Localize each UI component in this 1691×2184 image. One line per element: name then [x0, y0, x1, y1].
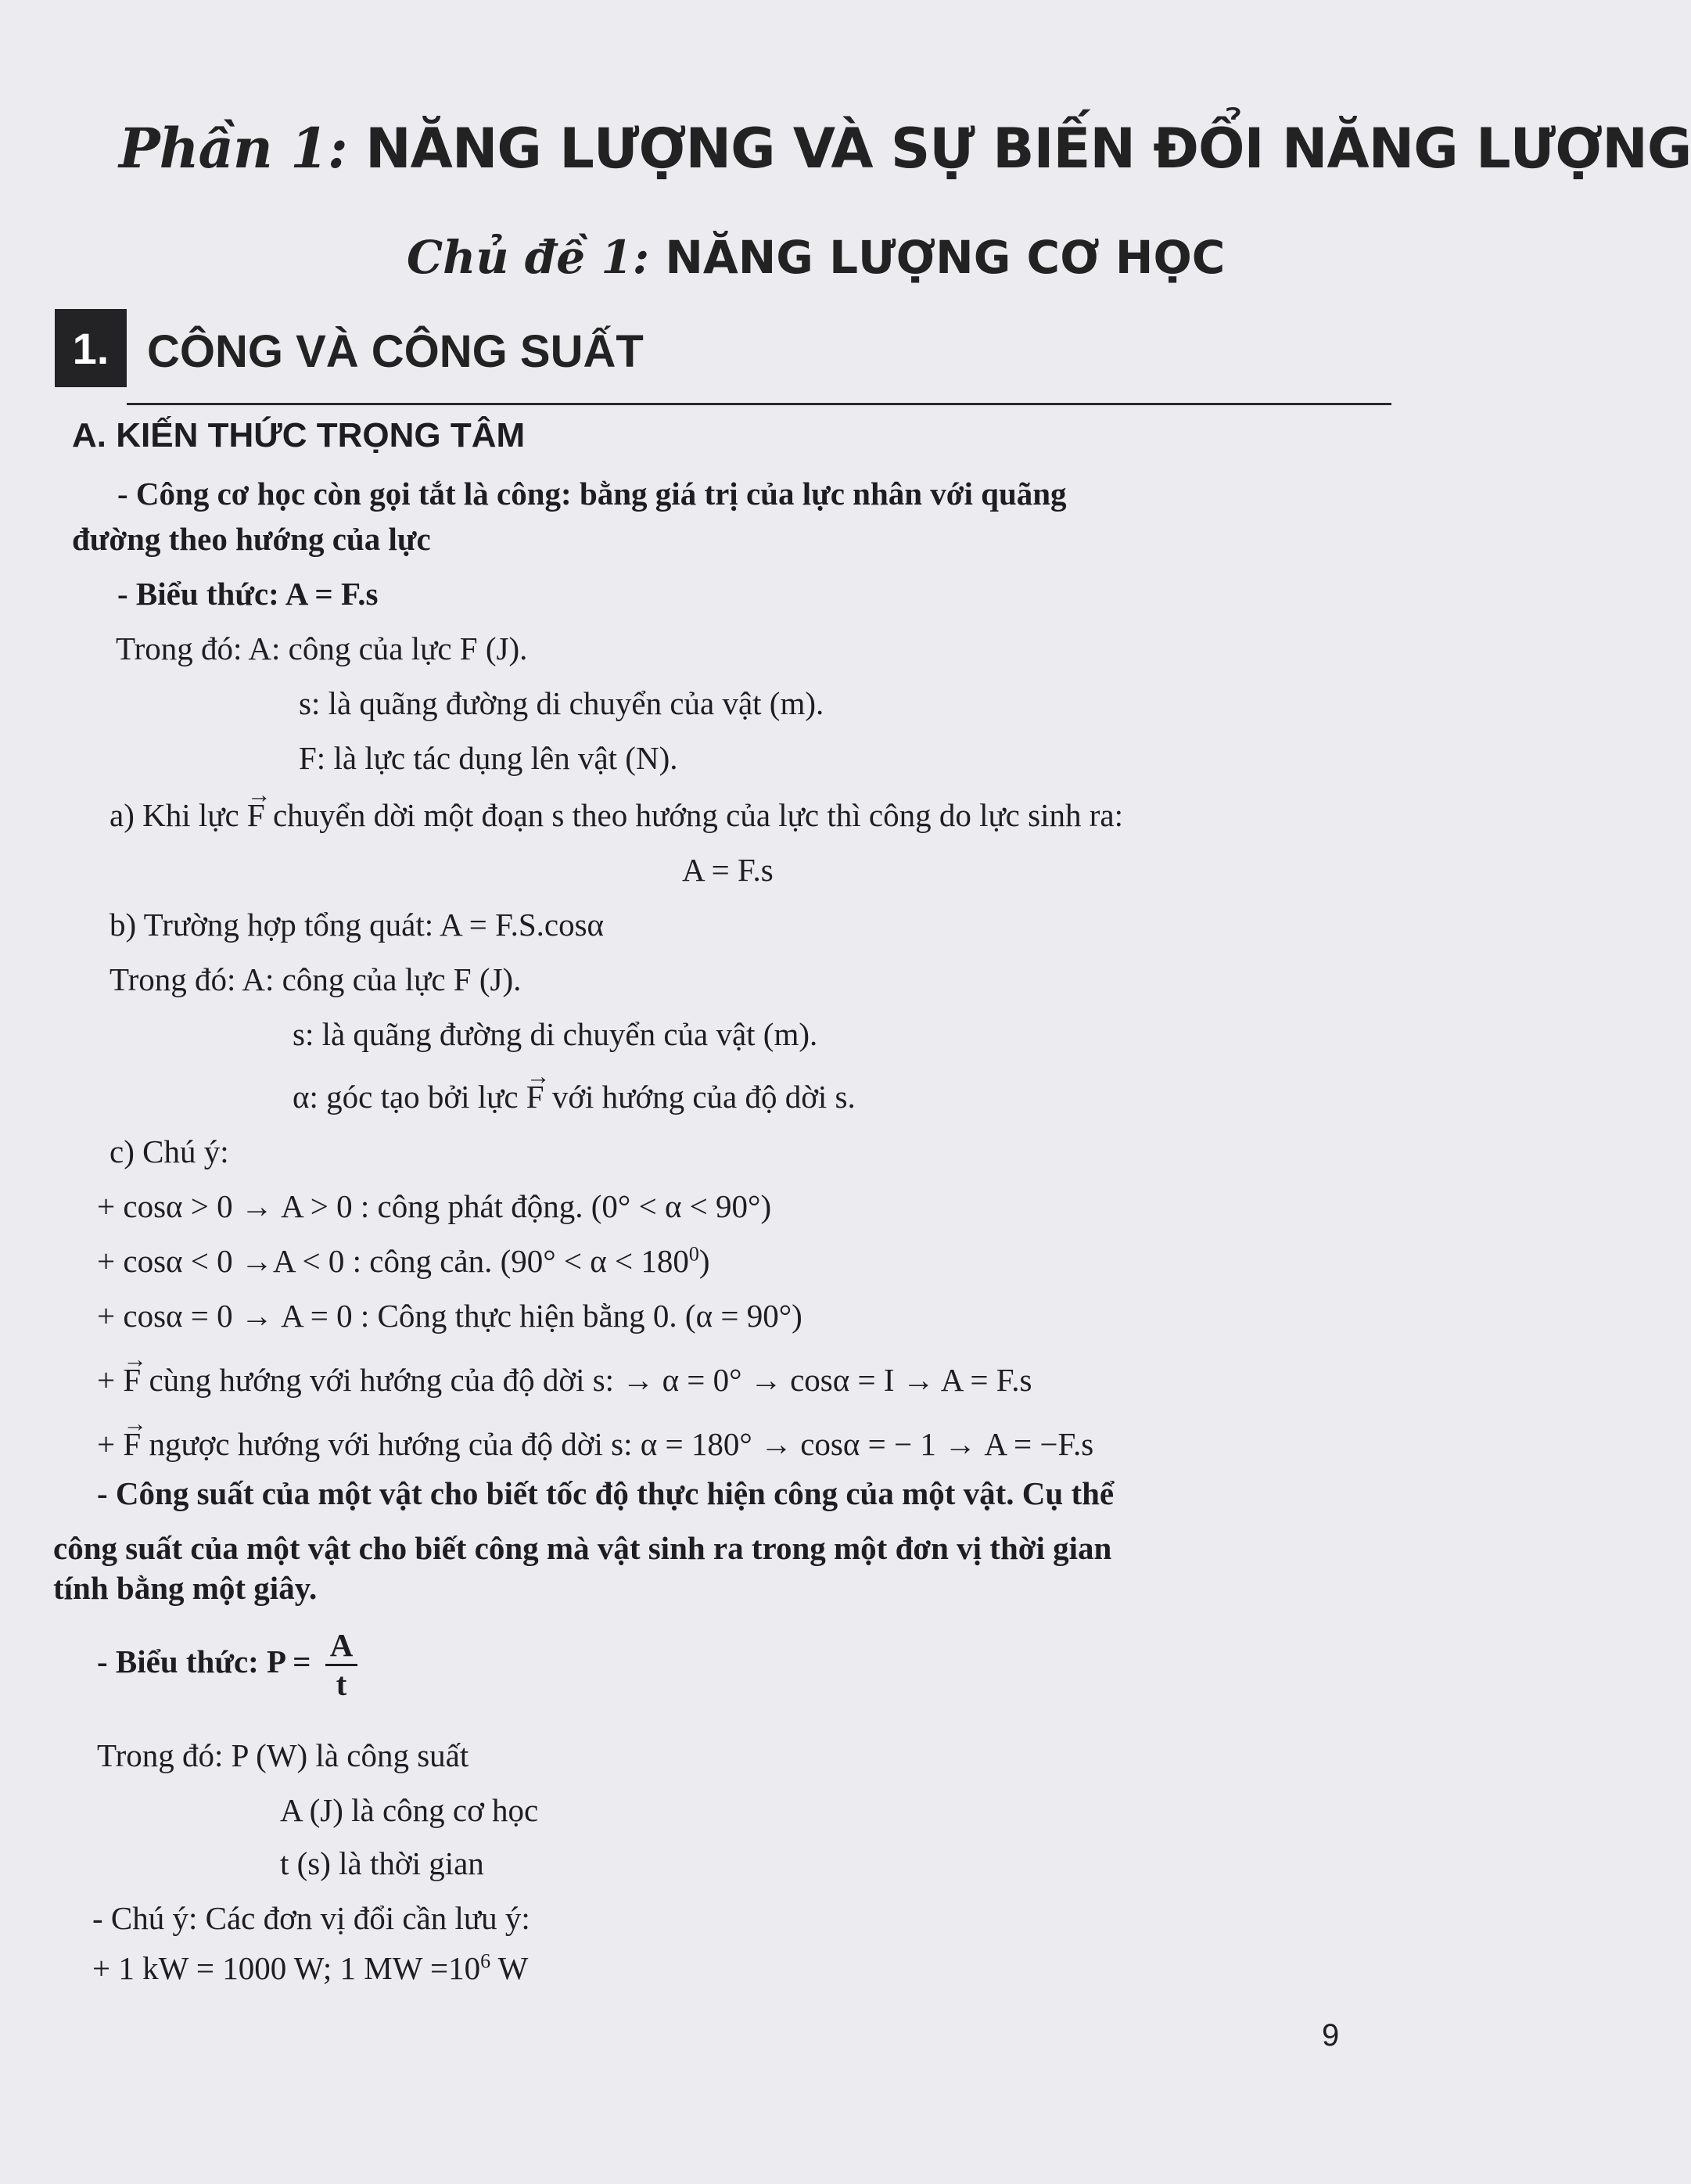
topic-title: NĂNG LƯỢNG CƠ HỌC [665, 231, 1226, 284]
line-case-b: b) Trường hợp tổng quát: A = F.S.cosα [110, 907, 605, 943]
subsection-heading: A. KIẾN THỨC TRỌNG TÂM [72, 416, 526, 454]
line-where-alpha [293, 1078, 856, 1115]
line-same-direction [97, 1361, 1032, 1399]
alpha-start: α: góc tạo bởi lực [293, 1079, 519, 1115]
force-vector-symbol: → F [526, 1078, 544, 1115]
part-title: NĂNG LƯỢNG VÀ SỰ BIẾN ĐỔI NĂNG LƯỢNG [365, 117, 1691, 181]
line-formula-simple: A = F.s [682, 852, 774, 888]
topic-heading [407, 231, 1225, 284]
line-case-a [110, 796, 1123, 834]
line-formula-power [97, 1627, 357, 1703]
line-note-c: c) Chú ý: [110, 1133, 229, 1169]
part-heading [119, 116, 1691, 181]
line-units-note: - Chú ý: Các đơn vị đổi cần lưu ý: [92, 1900, 530, 1936]
part-prefix: Phần 1: [119, 116, 347, 181]
line-where-t: t (s) là thời gian [280, 1845, 484, 1881]
power-formula-label: - Biểu thức: P = [97, 1643, 311, 1680]
line-cos-zero: + cosα = 0 → A = 0 : Công thực hiện bằng 0. (α = 90°) [97, 1298, 802, 1334]
line-opposite-direction [97, 1425, 1093, 1463]
line-definition-1: - Công cơ học còn gọi tắt là công: bằng giá trị của lực nhân với quãng [117, 476, 1067, 512]
case-a-end: chuyển dời một đoạn s theo hướng của lực thì công do lực sinh ra: [272, 797, 1123, 833]
cos-negative-text: + cosα < 0 →A < 0 : công cản. (90° < α < 180 [97, 1243, 689, 1279]
section-title: CÔNG VÀ CÔNG SUẤT [147, 326, 644, 377]
line-where-a: Trong đó: A: công của lực F (J). [116, 630, 528, 666]
degree-superscript: 0 [688, 1242, 699, 1266]
line-where-s-2: s: là quãng đường di chuyển của vật (m). [293, 1016, 818, 1052]
exponent-superscript: 6 [480, 1949, 491, 1973]
force-vector-symbol: → F [123, 1361, 141, 1399]
page-number: 9 [1322, 2018, 1340, 2053]
line-units-conversion [92, 1949, 528, 1987]
line-formula-work: - Biểu thức: A = F.s [117, 576, 379, 612]
line-where-p: Trong đó: P (W) là công suất [97, 1737, 469, 1773]
same-text: cùng hướng với hướng của độ dời s: → α = 0° → cosα = I → A = F.s [149, 1362, 1032, 1398]
alpha-end: với hướng của độ dời s. [551, 1079, 856, 1115]
line-where-f: F: là lực tác dụng lên vật (N). [299, 740, 678, 776]
line-where-s: s: là quãng đường di chuyển của vật (m). [299, 685, 824, 721]
opposite-plus: + [97, 1426, 116, 1462]
line-cos-negative [97, 1242, 710, 1280]
line-power-3: tính bằng một giây. [53, 1570, 318, 1606]
line-definition-2: đường theo hướng của lực [72, 521, 431, 557]
section-rule [127, 403, 1391, 405]
force-vector-symbol: → F [123, 1425, 141, 1463]
line-power-2: công suất của một vật cho biết công mà vật sinh ra trong một đơn vị thời gian [53, 1530, 1112, 1566]
fraction-numerator: A [325, 1627, 358, 1666]
same-plus: + [97, 1362, 116, 1398]
units-watt: W [490, 1950, 529, 1986]
topic-prefix: Chủ đề 1: [407, 231, 650, 284]
force-vector-symbol: → F [247, 796, 265, 834]
cos-negative-close: ) [698, 1243, 710, 1279]
fraction-denominator: t [336, 1666, 347, 1703]
line-where-a-2: Trong đó: A: công của lực F (J). [110, 961, 522, 997]
line-power-1: - Công suất của một vật cho biết tốc độ thực hiện công của một vật. Cụ thể [97, 1475, 1115, 1511]
line-where-a-3: A (J) là công cơ học [280, 1792, 539, 1828]
case-a-start: a) Khi lực [110, 797, 239, 833]
section-number: 1. [55, 309, 127, 387]
line-cos-positive: + cosα > 0 → A > 0 : công phát động. (0° < α < 90°) [97, 1188, 772, 1224]
opposite-text: ngược hướng với hướng của độ dời s: α = 180° → cosα = − 1 → A = −F.s [149, 1426, 1094, 1462]
units-text: + 1 kW = 1000 W; 1 MW =10 [92, 1950, 481, 1986]
power-fraction [325, 1627, 358, 1703]
